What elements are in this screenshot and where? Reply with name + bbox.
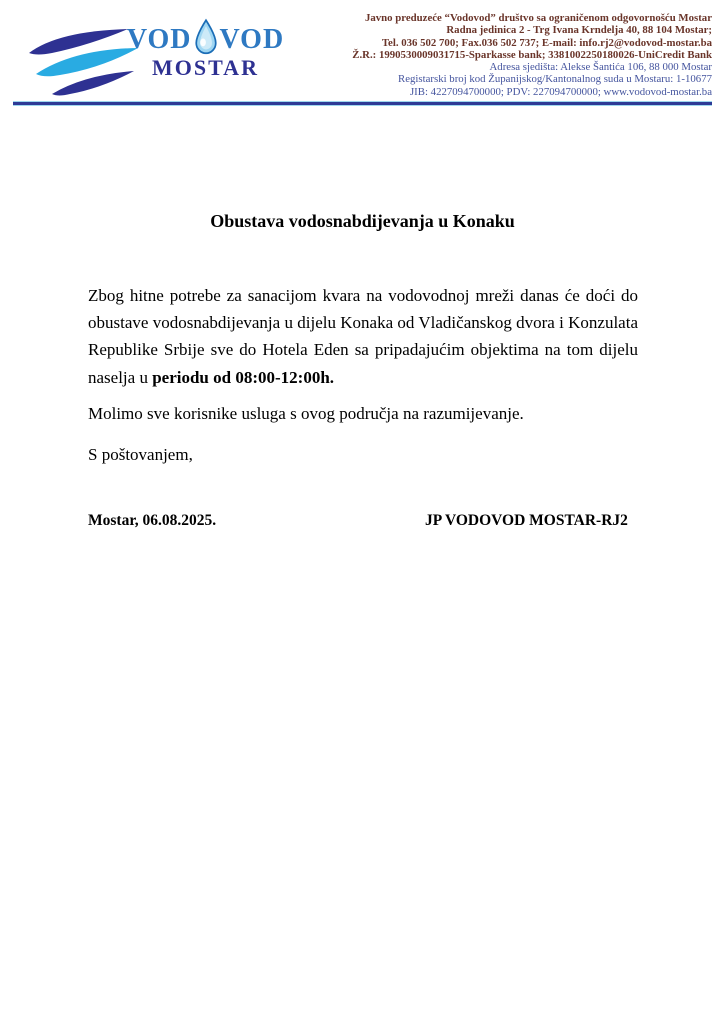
logo-mostar-text: MOSTAR: [152, 55, 259, 80]
letterhead-company-line: Javno preduzeće “Vodovod” društvo sa ograničenom odgovornošću Mostar: [364, 12, 712, 24]
logo-text: [118, 18, 293, 80]
letterhead-company-line: Tel. 036 502 700; Fax.036 502 737; E-mail: info.rj2@vodovod-mostar.ba: [381, 36, 712, 49]
date-place: Mostar, 06.08.2025.: [88, 512, 217, 529]
signature-row: [88, 512, 638, 534]
letterhead-info-line: Registarski broj kod Županijskog/Kantonalnog suda u Mostaru: 1-10677: [398, 73, 712, 86]
letterhead-info-line: Adresa sjedišta: Alekse Šantića 106, 88 000 Mostar: [489, 61, 712, 74]
notice-paragraph-main: [88, 282, 638, 391]
notice-closing: S poštovanjem,: [88, 445, 193, 464]
letterhead-info-line: JIB: 4227094700000; PDV: 227094700000; www.vodovod-mostar.ba: [409, 85, 712, 98]
notice-title: Obustava vodosnabdijevanja u Konaku: [210, 211, 515, 231]
water-drop-icon: [193, 18, 219, 56]
paragraph-period-bold-text: periodu od 08:00-12:00h.: [152, 367, 335, 387]
logo-word-part1: VOD: [126, 24, 192, 55]
logo-word-part2: VOD: [219, 24, 285, 55]
logo-vodovod-text: [118, 18, 293, 55]
letterhead-company-line: Radna jedinica 2 - Trg Ivana Krndelja 40, 88 104 Mostar;: [446, 24, 712, 37]
letterhead-block: [282, 12, 712, 98]
company-logo: [28, 16, 318, 100]
signature-organization: JP VODOVOD MOSTAR-RJ2: [425, 512, 628, 529]
letterhead-company-line: Ž.R.: 1990530009031715-Sparkasse bank; 3381002250180026-UniCredit Bank: [352, 48, 712, 61]
paragraph-normal-text: Zbog hitne potrebe za sanacijom kvara na vodovodnoj mreži danas će doći do obustave vodosnabdijevanja u dijelu Konaka od Vladičanskog dvora i Konzulata Republike Srbije sve do Hotela Eden sa pripadajućim objektima na tom dijelu naselja u: [88, 286, 638, 387]
notice-paragraph-apology: Molimo sve korisnike usluga s ovog područja na razumijevanje.: [88, 404, 524, 423]
header-divider-rule: [13, 101, 712, 106]
